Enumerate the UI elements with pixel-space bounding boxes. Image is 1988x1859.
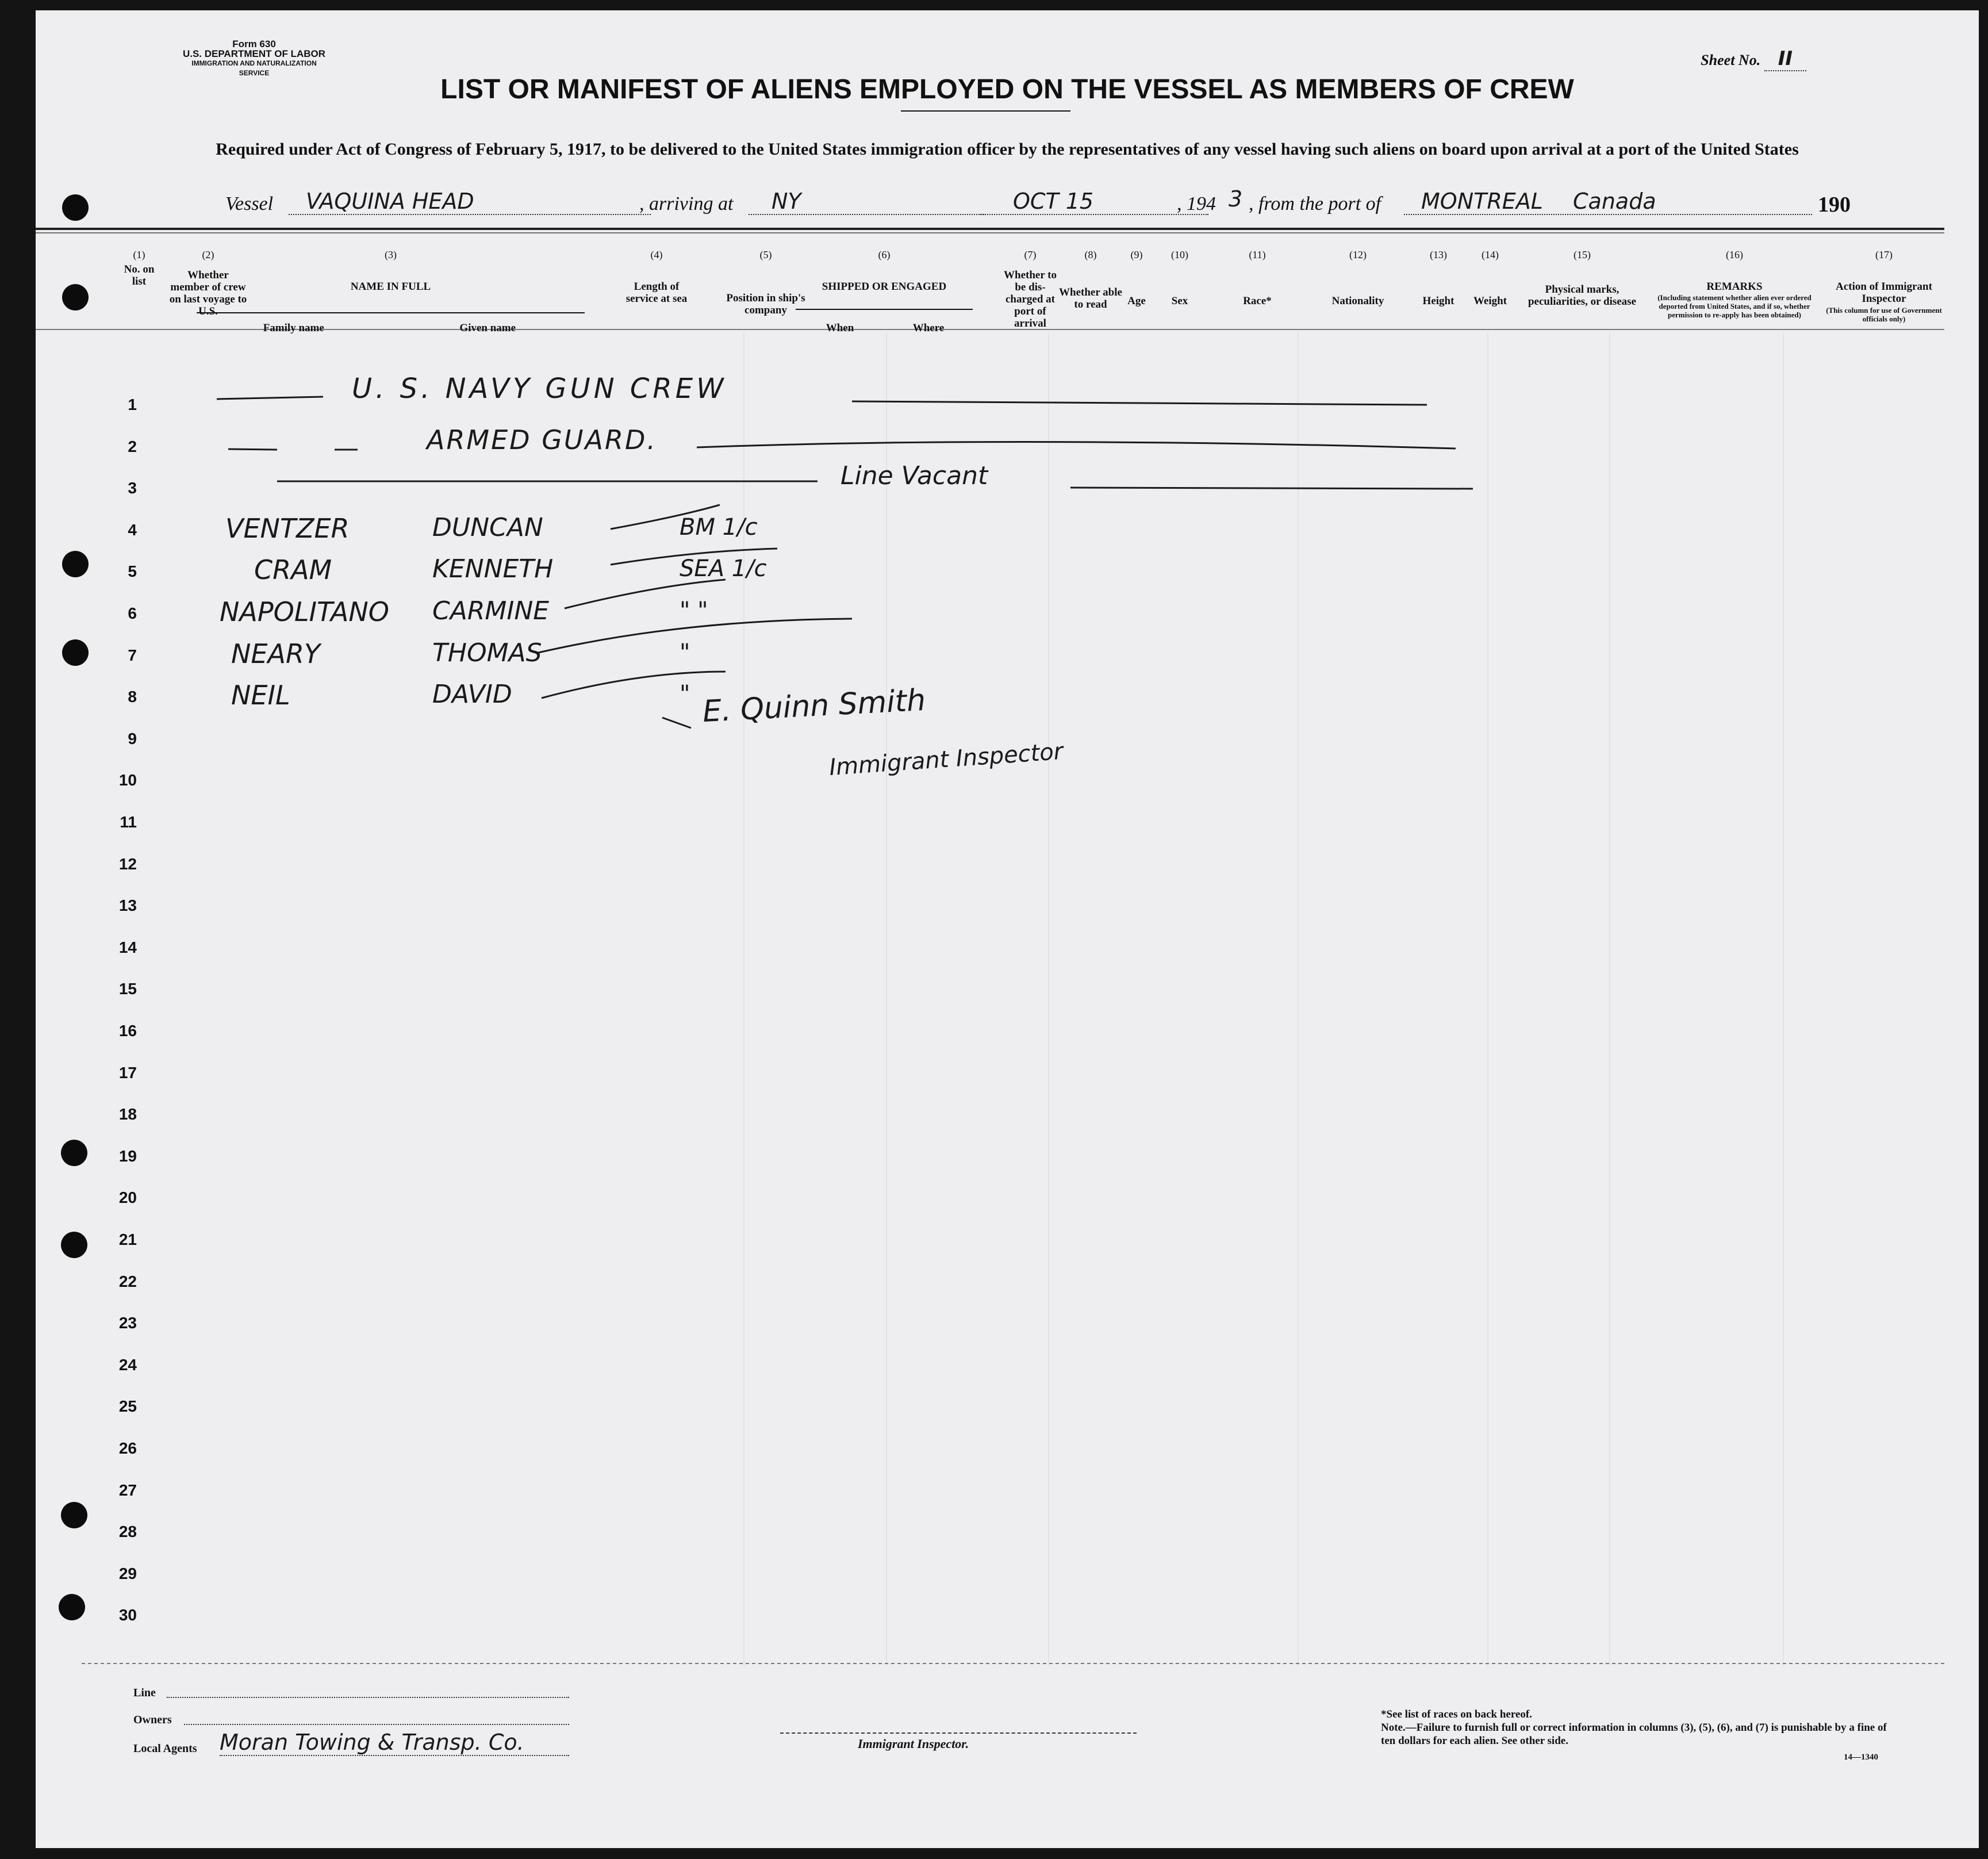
arrival-port: NY [749,189,984,215]
ship-position: " " [680,597,708,624]
row-number: 2 [128,438,137,455]
form-number: Form 630 [232,39,276,49]
sheet-label: Sheet No. [1701,52,1761,68]
binder-hole [62,194,89,221]
departure-country: Canada [1573,189,1656,214]
row-number: 11 [120,813,137,831]
entry-line-3: Line Vacant [841,461,988,490]
form-title: LIST OR MANIFEST OF ALIENS EMPLOYED ON THE VESSEL AS MEMBERS OF CREW [440,74,1574,105]
binder-hole [62,284,89,311]
owners-label: Owners [133,1714,172,1726]
row-number: 13 [118,896,137,914]
column-header: Sex [1171,295,1188,307]
row-number: 19 [118,1147,137,1165]
row-number: 16 [118,1022,137,1040]
ship-position: " [680,681,690,707]
column-number: (2) [202,249,214,260]
ship-position: BM 1/c [680,514,758,541]
column-subheader: Where [912,322,945,334]
column-number: (17) [1875,249,1893,260]
binder-hole [59,1594,85,1620]
column-header: NAME IN FULL [350,281,431,293]
column-header: Position in ship's company [726,292,805,316]
entry-line-2: ARMED GUARD. [427,424,658,455]
row-number: 30 [118,1606,137,1624]
column-header: Physical marks, peculiarities, or disease [1528,283,1637,308]
inspector-title-handwritten: Immigrant Inspector [828,738,1064,781]
column-number: (11) [1249,249,1266,260]
binder-hole [62,639,89,666]
line-field [167,1697,569,1698]
column-header: Whether able to read [1059,286,1122,311]
row-number: 28 [118,1523,137,1540]
binder-hole [62,551,89,577]
row-number: 9 [128,730,137,748]
form-subtitle: Required under Act of Congress of February 5, 1917, to be delivered to the United States immigration officer by the representatives of any vessel having such aliens on board upon arrival at a port of the United States [216,140,1799,159]
column-header: No. on list [124,263,155,288]
row-number: 20 [118,1189,137,1206]
family-name: NEIL [231,680,290,711]
given-name: KENNETH [432,554,554,584]
row-number: 3 [128,479,137,497]
row-number: 27 [118,1481,137,1499]
row-number: 25 [118,1397,137,1415]
given-name: DUNCAN [432,513,543,542]
column-subheader: Given name [459,322,516,334]
row-number: 15 [118,980,137,998]
row-number: 12 [118,855,137,873]
column-number: (8) [1084,249,1097,260]
column-header: SHIPPED OR ENGAGED [822,281,947,293]
row-number: 24 [118,1356,137,1374]
ship-position: " [680,639,690,666]
inspector-label: Immigrant Inspector. [858,1737,969,1751]
family-name: NEARY [231,638,321,669]
column-header: Age [1127,295,1146,307]
arrival-date: OCT 15 [978,189,1208,215]
department-name: U.S. DEPARTMENT OF LABOR [182,48,326,59]
row-number: 23 [118,1314,137,1332]
agents-field: Moran Towing & Transp. Co. [220,1730,569,1756]
inspector-signature-line [780,1732,1137,1734]
row-number: 29 [118,1565,137,1582]
row-number: 7 [128,646,137,664]
column-header: Height [1422,295,1454,307]
arriving-label: , arriving at [639,193,734,214]
column-header: Nationality [1331,295,1384,307]
column-number: (16) [1726,249,1743,260]
column-header: REMARKS [1706,281,1763,293]
column-number: (7) [1024,249,1037,260]
column-number: (15) [1573,249,1591,260]
column-subheader: Family name [263,322,324,334]
column-header: Whether member of crew on last voyage to U.S. [169,269,247,317]
ship-position: SEA 1/c [680,555,767,582]
column-header: Whether to be dis-charged at port of arrival [1004,269,1057,329]
column-number: (3) [385,249,397,260]
print-code: 14—1340 [1844,1753,1878,1762]
column-number: (12) [1349,249,1367,260]
inspector-signature: E. Quinn Smith [701,683,927,730]
row-number: 21 [118,1231,137,1248]
entry-line-1: U. S. NAVY GUN CREW [352,373,727,405]
column-number: (10) [1171,249,1188,260]
column-number: (13) [1430,249,1447,260]
family-name: VENTZER [225,513,350,544]
column-subheader: When [826,322,854,334]
given-name: CARMINE [432,596,550,626]
agents-label: Local Agents [133,1742,197,1755]
column-note: (Including statement whether alien ever ordered deported from United States, and if so, whether permission to re-apply has been obtained) [1657,293,1812,319]
family-name: CRAM [254,554,332,585]
column-header: Weight [1473,295,1507,307]
vessel-label: Vessel [225,193,274,214]
column-note: (This column for use of Government officials only) [1826,306,1942,323]
given-name: THOMAS [432,638,542,668]
from-port-label: , from the port of [1249,193,1381,214]
row-number: 18 [118,1105,137,1123]
departure-city: MONTREAL [1421,189,1543,214]
row-number: 22 [118,1272,137,1290]
row-number: 4 [128,521,137,539]
column-number: (9) [1130,249,1143,260]
family-name: NAPOLITANO [220,596,389,627]
year-hand: 3 [1229,186,1243,212]
column-number: (5) [759,249,772,260]
owners-field [184,1724,569,1725]
sheet-value: II [1764,47,1806,71]
year-prefix: , 194 [1177,193,1216,214]
row-number: 8 [128,688,137,706]
handwriting-strokes [36,10,1979,1848]
page-number: 190 [1818,193,1851,217]
binder-hole [61,1140,87,1166]
manifest-sheet [36,10,1979,1848]
row-number: 26 [118,1439,137,1457]
races-note: *See list of races on back hereof. [1381,1708,1532,1720]
binder-hole [61,1232,87,1258]
column-number: (6) [878,249,891,260]
row-number: 14 [118,938,137,956]
column-number: (14) [1482,249,1499,260]
line-label: Line [133,1686,156,1699]
binder-hole [61,1502,87,1528]
row-number: 6 [128,604,137,622]
vessel-name: VAQUINA HEAD [289,189,651,215]
penalty-note: Note.—Failure to furnish full or correct information in columns (3), (5), (6), and (7) is punishable by a fine of ten dollars for each alien. See other side. [1381,1722,1887,1747]
row-number: 17 [118,1064,137,1082]
row-number: 10 [118,771,137,789]
column-header: Length of service at sea [625,281,688,305]
column-header: Race* [1243,295,1272,307]
row-number: 5 [128,562,137,580]
column-number: (1) [133,249,145,260]
column-header: Action of Immigrant Inspector [1836,281,1932,305]
given-name: DAVID [432,680,512,709]
row-number: 1 [128,396,137,413]
column-number: (4) [650,249,663,260]
service-name: IMMIGRATION AND NATURALIZATION SERVICE [191,59,317,77]
footer-notes [1381,1708,1887,1747]
